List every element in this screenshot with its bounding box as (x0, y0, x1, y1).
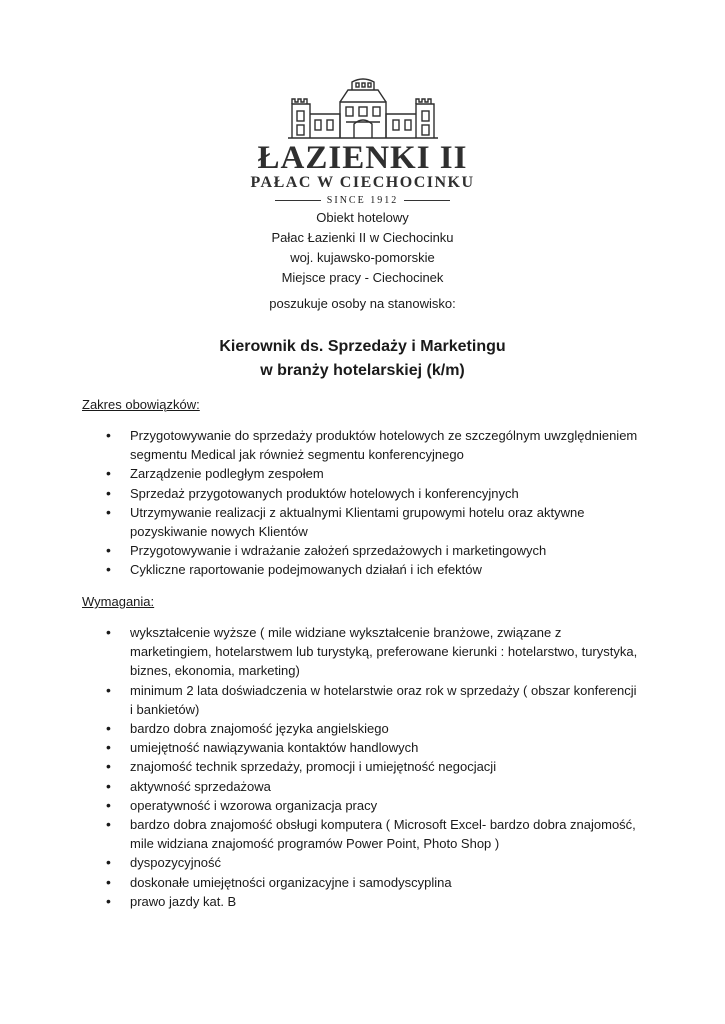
duties-list (82, 426, 642, 580)
list-item: • bardzo dobra znajomość obsługi komputera ( Microsoft Excel- bardzo dobra znajomość, mile widziana znajomość programów Power Point, Photo Shop ) (82, 815, 642, 853)
list-item: • znajomość technik sprzedaży, promocji i umiejętność negocjacji (82, 757, 642, 776)
logo-since-row (0, 195, 725, 206)
logo-brand-subtitle: PAŁAC W CIECHOCINKU (250, 174, 475, 191)
list-item: • Utrzymywanie realizacji z aktualnymi Klientami grupowymi hotelu oraz aktywne pozyskiwanie nowych Klientów (82, 503, 642, 541)
employer-line-1: Obiekt hotelowy (316, 210, 409, 225)
list-item: • aktywność sprzedażowa (82, 777, 642, 796)
list-item: • umiejętność nawiązywania kontaktów handlowych (82, 738, 642, 757)
employer-line-3: woj. kujawsko-pomorskie (290, 250, 435, 265)
list-item: • operatywność i wzorowa organizacja pracy (82, 796, 642, 815)
logo-brand-name: ŁAZIENKI II (257, 140, 468, 176)
job-title (0, 335, 725, 383)
list-item: • Sprzedaż przygotowanych produktów hotelowych i konferencyjnych (82, 484, 642, 503)
list-item: • minimum 2 lata doświadczenia w hotelarstwie oraz rok w sprzedaży ( obszar konferencji i bankietów) (82, 681, 642, 719)
intro-line: poszukuje osoby na stanowisko: (269, 296, 456, 311)
list-item: • Przygotowywanie i wdrażanie założeń sprzedażowych i marketingowych (82, 541, 642, 560)
requirements-heading: Wymagania: (82, 594, 155, 609)
list-item: • prawo jazdy kat. B (82, 892, 642, 911)
employer-line-2: Pałac Łazienki II w Ciechocinku (271, 230, 454, 245)
list-item: • Cykliczne raportowanie podejmowanych działań i ich efektów (82, 560, 642, 579)
list-item: • doskonałe umiejętności organizacyjne i samodyscyplina (82, 873, 642, 892)
employer-line-4: Miejsce pracy - Ciechocinek (281, 270, 444, 285)
list-item: • Przygotowywanie do sprzedaży produktów hotelowych ze szczególnym uwzględnieniem segmentu Medical jak również segmentu konferencyjnego (82, 426, 642, 464)
intro-text (0, 294, 725, 314)
job-title-line-2: w branży hotelarskiej (k/m) (260, 362, 465, 379)
job-title-line-1: Kierownik ds. Sprzedaży i Marketingu (219, 338, 506, 355)
hotel-logo (0, 78, 725, 206)
list-item: • dyspozycyjność (82, 853, 642, 872)
employer-info (0, 208, 725, 288)
divider (404, 200, 450, 201)
logo-since: SINCE 1912 (326, 195, 399, 206)
divider (275, 200, 321, 201)
list-item: • wykształcenie wyższe ( mile widziane wykształcenie branżowe, związane z marketingiem, hotelarstwem lub turystyką, preferowane kierunki : hotelarstwo, turystyka, biznes, ekonomia, marketing) (82, 623, 642, 681)
list-item: • Zarządzenie podległym zespołem (82, 464, 642, 483)
requirements-list (82, 623, 642, 911)
duties-heading: Zakres obowiązków: (82, 397, 200, 412)
list-item: • bardzo dobra znajomość języka angielskiego (82, 719, 642, 738)
palace-illustration-icon (288, 78, 438, 140)
